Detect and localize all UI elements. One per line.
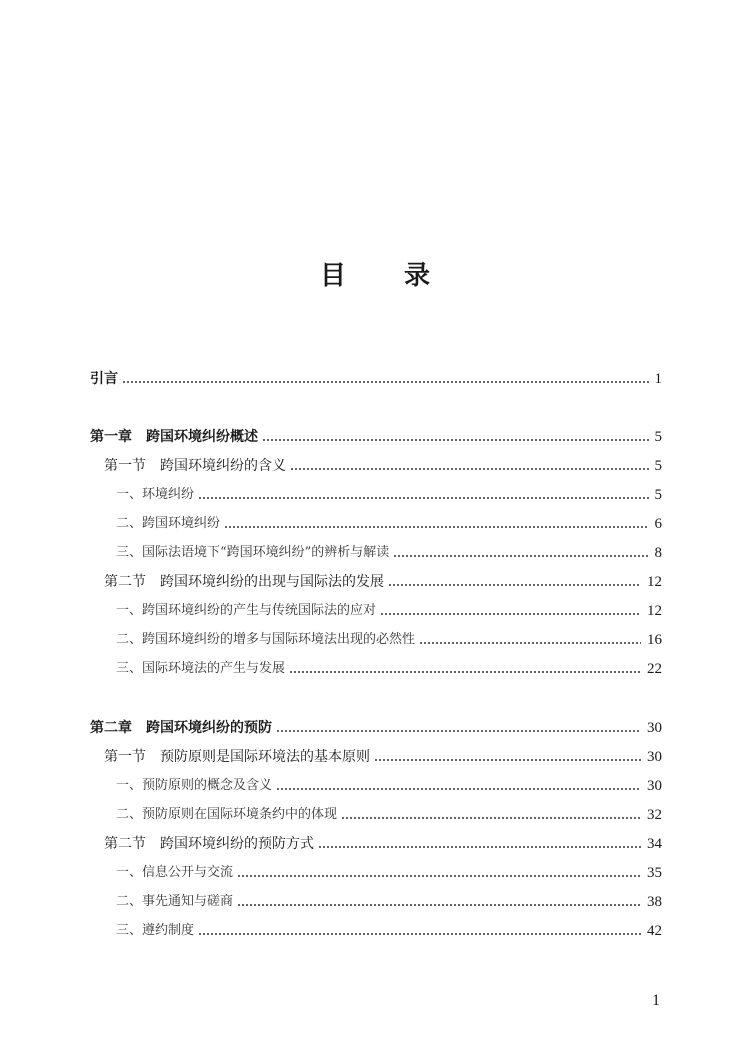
dot-leader <box>262 438 649 442</box>
toc-entry-label: 一、信息公开与交流 <box>116 865 234 880</box>
toc-entry-label: 第一节 预防原则是国际环境法的基本原则 <box>104 749 370 765</box>
toc-entry-page: 5 <box>654 458 662 474</box>
toc-entry-sub[interactable] <box>90 540 662 562</box>
toc-entry-page: 35 <box>647 865 662 881</box>
toc-entry-chapter[interactable] <box>90 715 662 737</box>
toc-entry-page: 12 <box>647 603 662 619</box>
toc-entry-page: 6 <box>654 516 662 532</box>
toc-entry-section[interactable] <box>90 569 662 591</box>
toc-entry-page: 30 <box>647 778 662 794</box>
toc-entry-label: 第二节 跨国环境纠纷的预防方式 <box>104 836 314 852</box>
dot-leader <box>237 874 641 878</box>
title-char-1: 目 <box>319 261 346 291</box>
toc-entry-label: 第二章 跨国环境纠纷的预防 <box>90 720 272 736</box>
toc-entry-section[interactable] <box>90 453 662 475</box>
toc-entry-page: 30 <box>647 720 662 736</box>
dot-leader <box>380 612 641 616</box>
toc-entry-label: 二、事先通知与磋商 <box>116 894 234 909</box>
toc-entry-label: 第二节 跨国环境纠纷的出现与国际法的发展 <box>104 574 384 590</box>
dot-leader <box>341 816 641 820</box>
dot-leader <box>393 554 648 558</box>
toc-entry-sub[interactable] <box>90 482 662 504</box>
toc-entry-label: 第一章 跨国环境纠纷概述 <box>90 429 258 445</box>
toc-entry-label: 二、跨国环境纠纷 <box>116 516 221 531</box>
toc-entry-label: 三、遵约制度 <box>116 923 195 938</box>
toc-entry-sub[interactable] <box>90 656 662 678</box>
toc-entry-label: 三、国际环境法的产生与发展 <box>116 661 286 676</box>
toc-entry-page: 22 <box>647 661 662 677</box>
toc-entry-page: 16 <box>647 632 662 648</box>
toc-entry-page: 38 <box>647 894 662 910</box>
toc-entry-section[interactable] <box>90 744 662 766</box>
toc-entry-label: 二、跨国环境纠纷的增多与国际环境法出现的必然性 <box>116 632 416 647</box>
dot-leader <box>276 729 641 733</box>
dot-leader <box>276 787 641 791</box>
dot-leader <box>318 845 641 849</box>
toc-entry-sub[interactable] <box>90 511 662 533</box>
toc-entry-page: 34 <box>647 836 662 852</box>
toc-entry-label: 引言 <box>90 371 118 387</box>
dot-leader <box>388 583 641 587</box>
toc-entry-page: 42 <box>647 923 662 939</box>
toc-entry-sub[interactable] <box>90 773 662 795</box>
toc-entry-label: 一、预防原则的概念及含义 <box>116 778 273 793</box>
title-char-2: 录 <box>404 261 431 291</box>
dot-leader <box>224 525 648 529</box>
dot-leader <box>419 641 641 645</box>
toc-entry-page: 12 <box>647 574 662 590</box>
toc-entry-label: 第一节 跨国环境纠纷的含义 <box>104 458 286 474</box>
page-number: 1 <box>652 992 660 1009</box>
toc-entry-sub[interactable] <box>90 627 662 649</box>
toc-entry-section[interactable] <box>90 831 662 853</box>
toc-entry-label: 一、跨国环境纠纷的产生与传统国际法的应对 <box>116 603 377 618</box>
dot-leader <box>290 467 649 471</box>
dot-leader <box>289 670 641 674</box>
toc-entry-intro[interactable] <box>90 366 662 388</box>
toc-entry-page: 1 <box>654 371 662 387</box>
dot-leader <box>198 932 641 936</box>
toc-entry-page: 30 <box>647 749 662 765</box>
toc-entry-label: 三、国际法语境下“跨国环境纠纷”的辨析与解读 <box>116 545 390 560</box>
toc-entry-chapter[interactable] <box>90 424 662 446</box>
toc-entry-label: 二、预防原则在国际环境条约中的体现 <box>116 807 338 822</box>
page-title <box>0 255 750 292</box>
toc-entry-sub[interactable] <box>90 802 662 824</box>
toc-entry-label: 一、环境纠纷 <box>116 487 195 502</box>
toc-entry-sub[interactable] <box>90 889 662 911</box>
toc-entry-page: 5 <box>654 429 662 445</box>
dot-leader <box>198 496 648 500</box>
toc-entry-page: 32 <box>647 807 662 823</box>
dot-leader <box>237 903 641 907</box>
dot-leader <box>374 758 641 762</box>
toc-entry-page: 5 <box>654 487 662 503</box>
toc-entry-sub[interactable] <box>90 598 662 620</box>
toc-entry-sub[interactable] <box>90 918 662 940</box>
toc-entry-page: 8 <box>654 545 662 561</box>
dot-leader <box>122 380 649 384</box>
toc-entry-sub[interactable] <box>90 860 662 882</box>
